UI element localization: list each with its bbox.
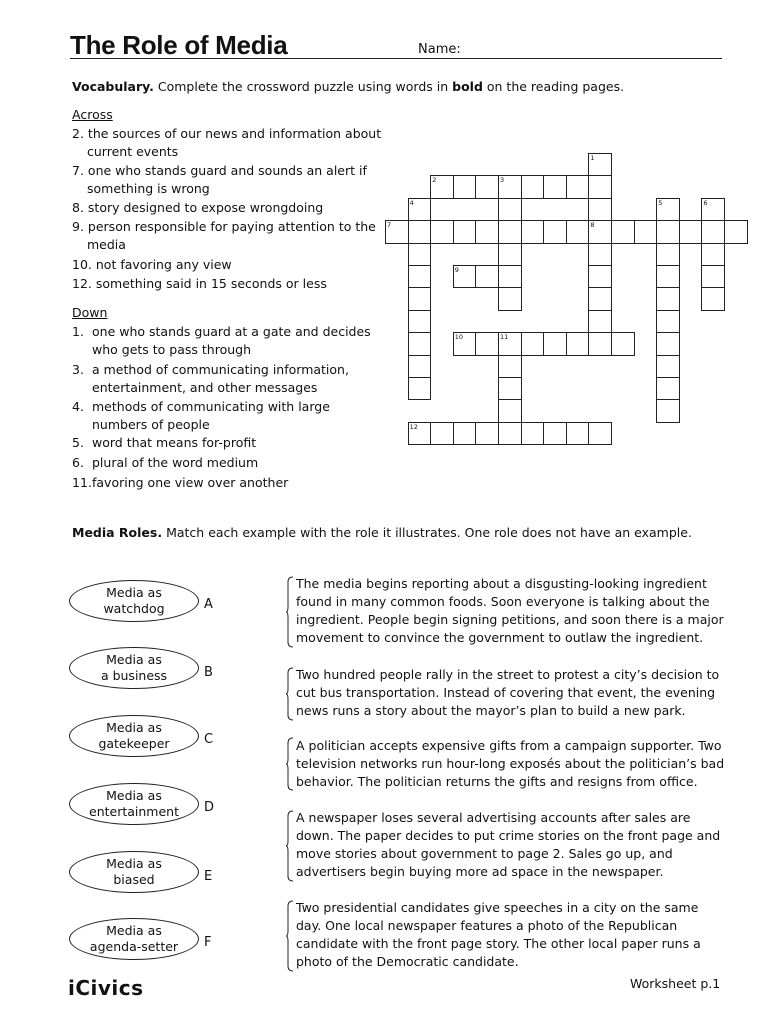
clue-number: 5. <box>72 435 84 450</box>
crossword-cell[interactable] <box>475 422 499 445</box>
clue-number: 1. <box>72 324 84 339</box>
page-title: The Role of Media <box>70 30 288 60</box>
role-label: watchdog <box>103 601 165 616</box>
clue-text: person responsible for paying attention to the <box>87 219 376 234</box>
crossword-cell[interactable] <box>475 332 499 355</box>
role-letter: B <box>204 665 213 680</box>
crossword-cell[interactable] <box>588 198 612 221</box>
crossword-cell[interactable] <box>656 355 680 378</box>
across-clue <box>72 275 382 293</box>
role-oval-agenda-setter <box>69 918 199 960</box>
crossword-cell[interactable] <box>408 287 432 310</box>
crossword-cell[interactable] <box>498 377 522 400</box>
clue-number: 11. <box>72 475 92 490</box>
crossword-cell[interactable] <box>408 265 432 288</box>
vocabulary-bold-word: bold <box>452 79 483 94</box>
crossword-cell[interactable] <box>634 220 658 243</box>
clue-text: favoring one view over another <box>92 475 289 490</box>
role-label: entertainment <box>89 804 179 819</box>
example-brace <box>286 667 294 721</box>
crossword-cell[interactable] <box>656 377 680 400</box>
across-clue <box>72 256 382 274</box>
clue-text-continued: something is wrong <box>87 181 210 196</box>
crossword-cell[interactable] <box>701 220 725 243</box>
header-rule <box>70 58 722 59</box>
media-roles-instruction <box>72 525 692 540</box>
down-clue <box>72 398 382 434</box>
crossword-cell[interactable] <box>724 220 748 243</box>
crossword-cell[interactable] <box>588 422 612 445</box>
crossword-cell[interactable] <box>408 332 432 355</box>
role-label: gatekeeper <box>98 736 170 751</box>
crossword-clue-number: 5 <box>658 198 663 207</box>
crossword-cell[interactable] <box>566 332 590 355</box>
role-oval-business <box>69 647 199 689</box>
role-letter: D <box>204 800 215 815</box>
crossword-clue-number: 10 <box>454 333 464 342</box>
crossword-cell[interactable] <box>566 220 590 243</box>
crossword-cell[interactable] <box>543 220 567 243</box>
crossword-cell[interactable] <box>588 243 612 266</box>
example-brace <box>286 737 294 791</box>
crossword-cell[interactable] <box>656 310 680 333</box>
crossword-cell[interactable] <box>656 265 680 288</box>
role-label: biased <box>113 872 155 887</box>
crossword-cell[interactable] <box>408 310 432 333</box>
crossword-cell[interactable] <box>385 220 409 243</box>
crossword-cell[interactable] <box>521 175 545 198</box>
crossword-cell[interactable] <box>611 332 635 355</box>
crossword-cell[interactable] <box>430 175 454 198</box>
crossword-cell[interactable] <box>656 332 680 355</box>
example-paragraph: Two hundred people rally in the street to protest a city’s decision to cut bus transportation. Instead of covering that event, the evening news runs a story about the mayor’s plan to build a new park. <box>296 667 720 718</box>
crossword-clue-number: 3 <box>500 176 505 185</box>
crossword-cell[interactable] <box>701 243 725 266</box>
crossword-cell[interactable] <box>701 198 725 221</box>
down-clue <box>72 454 382 472</box>
crossword-cell[interactable] <box>701 265 725 288</box>
crossword-cell[interactable] <box>498 198 522 221</box>
role-letter: A <box>204 597 213 612</box>
crossword-cell[interactable] <box>498 422 522 445</box>
clue-number: 4. <box>72 399 84 414</box>
across-clue <box>72 218 382 254</box>
crossword-cell[interactable] <box>453 332 477 355</box>
role-label: Media as <box>106 720 162 735</box>
clue-text: plural of the word medium <box>92 455 259 470</box>
clue-text: story designed to expose wrongdoing <box>87 200 324 215</box>
crossword-cell[interactable] <box>498 399 522 422</box>
crossword-clue-number: 7 <box>387 221 392 230</box>
crossword-cell[interactable] <box>611 220 635 243</box>
crossword-cell[interactable] <box>475 265 499 288</box>
role-letter: E <box>204 869 213 884</box>
clue-text-continued: current events <box>87 144 179 159</box>
role-label: a business <box>100 668 168 683</box>
crossword-cell[interactable] <box>498 175 522 198</box>
role-oval-biased <box>69 851 199 893</box>
crossword-cell[interactable] <box>453 220 477 243</box>
crossword-clue-number: 1 <box>590 154 595 162</box>
crossword-cell[interactable] <box>408 220 432 243</box>
down-clue <box>72 323 382 359</box>
crossword-cell[interactable] <box>588 220 612 243</box>
role-label: Media as <box>106 585 162 600</box>
crossword-clue-number: 4 <box>409 198 414 207</box>
crossword-clue-number: 8 <box>590 221 595 230</box>
clue-number: 6. <box>72 455 84 470</box>
clue-number: 10. <box>72 257 92 272</box>
role-letter: F <box>204 935 212 950</box>
crossword-clue-number: 12 <box>409 422 418 431</box>
role-label: Media as <box>106 788 162 803</box>
crossword-cell[interactable] <box>521 332 545 355</box>
role-label: agenda-setter <box>89 939 179 954</box>
crossword-cell[interactable] <box>521 422 545 445</box>
crossword-cell[interactable] <box>475 175 499 198</box>
crossword-clue-number: 11 <box>500 333 509 342</box>
across-clue <box>72 199 382 217</box>
crossword-clue-number: 9 <box>454 266 459 274</box>
crossword-cell[interactable] <box>588 153 612 176</box>
media-roles-text: Match each example with the role it illustrates. One role does not have an example. <box>162 525 692 540</box>
worksheet-page-label: Worksheet p.1 <box>630 976 721 991</box>
crossword-cell[interactable] <box>408 198 432 221</box>
crossword-cell[interactable] <box>543 332 567 355</box>
crossword-cell[interactable] <box>475 220 499 243</box>
clue-text: something said in 15 seconds or less <box>95 276 327 291</box>
crossword-clue-number: 6 <box>703 198 708 207</box>
across-heading: Across <box>72 107 113 122</box>
example-paragraph: A newspaper loses several advertising accounts after sales are down. The paper decides to put crime stories on the front page and move stories about government to page 2. Sales go up, and advertisers begin buying more ad space in the newspaper. <box>296 810 721 879</box>
clue-number: 12. <box>72 276 92 291</box>
example-brace <box>286 900 294 972</box>
crossword-cell[interactable] <box>588 287 612 310</box>
example-brace <box>286 810 294 882</box>
clue-text: one who stands guard at a gate and decides who gets to pass through <box>92 324 371 357</box>
clue-text-continued: media <box>87 237 126 252</box>
down-clue <box>72 361 382 397</box>
example-paragraph: Two presidential candidates give speeches in a city on the same day. One local newspaper features a photo of the Republican candidate with the front page story. The other local paper runs a photo of the Democratic candidate. <box>296 900 701 969</box>
crossword-cell[interactable] <box>656 287 680 310</box>
across-clue <box>72 125 382 161</box>
example-brace <box>286 576 294 648</box>
crossword-cell[interactable] <box>566 422 590 445</box>
crossword-cell[interactable] <box>408 355 432 378</box>
crossword-cell[interactable] <box>543 422 567 445</box>
clue-number: 7. <box>72 163 84 178</box>
clue-number: 3. <box>72 362 84 377</box>
clue-text: a method of communicating information, entertainment, and other messages <box>92 362 349 395</box>
crossword-cell[interactable] <box>701 287 725 310</box>
crossword-cell[interactable] <box>656 220 680 243</box>
role-oval-watchdog <box>69 580 199 622</box>
crossword-cell[interactable] <box>656 243 680 266</box>
crossword-cell[interactable] <box>408 422 432 445</box>
crossword-cell[interactable] <box>408 243 432 266</box>
vocabulary-text-post: on the reading pages. <box>482 79 625 94</box>
crossword-cell[interactable] <box>453 175 477 198</box>
crossword-cell[interactable] <box>498 243 522 266</box>
role-label: Media as <box>106 923 162 938</box>
crossword-cell[interactable] <box>498 265 522 288</box>
crossword-cell[interactable] <box>543 175 567 198</box>
crossword-cell[interactable] <box>656 198 680 221</box>
clue-text: word that means for-profit <box>92 435 257 450</box>
crossword-cell[interactable] <box>498 355 522 378</box>
clue-text: one who stands guard and sounds an alert if <box>87 163 367 178</box>
vocabulary-instruction <box>72 79 624 94</box>
crossword-cell[interactable] <box>588 265 612 288</box>
name-label: Name: <box>418 42 461 57</box>
role-label: Media as <box>106 652 162 667</box>
icivics-logo: iCivics <box>68 976 144 1000</box>
example-paragraph: The media begins reporting about a disgusting-looking ingredient found in many common foods. Soon everyone is talking about the ingredient. People begin signing petitions, and soon there is a major movement to convince the government to outlaw the ingredient. <box>296 576 724 645</box>
crossword-cell[interactable] <box>430 220 454 243</box>
crossword-cell[interactable] <box>430 422 454 445</box>
across-clue <box>72 162 382 198</box>
clue-number: 2. <box>72 126 84 141</box>
crossword-cell[interactable] <box>408 377 432 400</box>
down-clue <box>72 474 382 492</box>
role-letter: C <box>204 732 214 747</box>
example-paragraph: A politician accepts expensive gifts from a campaign supporter. Two television networks run hour-long exposés about the politician’s bad behavior. The politician returns the gifts and resigns from office. <box>296 738 725 789</box>
role-oval-gatekeeper <box>69 715 199 757</box>
crossword-cell[interactable] <box>498 332 522 355</box>
media-roles-lead: Media Roles. <box>72 525 163 540</box>
clue-number: 8. <box>72 200 84 215</box>
down-heading: Down <box>72 305 108 320</box>
vocabulary-lead: Vocabulary. <box>72 79 154 94</box>
role-label: Media as <box>106 856 162 871</box>
crossword-cell[interactable] <box>588 175 612 198</box>
down-clue <box>72 434 382 452</box>
crossword-cell[interactable] <box>588 332 612 355</box>
crossword-cell[interactable] <box>656 399 680 422</box>
role-oval-entertainment <box>69 783 199 825</box>
crossword-cell[interactable] <box>498 287 522 310</box>
crossword-cell[interactable] <box>588 310 612 333</box>
clue-text: methods of communicating with large numbers of people <box>92 399 330 432</box>
crossword-cell[interactable] <box>498 220 522 243</box>
clue-text: not favoring any view <box>95 257 232 272</box>
crossword-clue-number: 2 <box>432 176 437 185</box>
clue-text: the sources of our news and information about <box>87 126 382 141</box>
crossword-cell[interactable] <box>453 265 477 288</box>
crossword-cell[interactable] <box>521 220 545 243</box>
crossword-cell[interactable] <box>566 175 590 198</box>
vocabulary-text-pre: Complete the crossword puzzle using words in <box>153 79 453 94</box>
crossword-cell[interactable] <box>679 220 703 243</box>
clue-number: 9. <box>72 219 84 234</box>
crossword-cell[interactable] <box>453 422 477 445</box>
